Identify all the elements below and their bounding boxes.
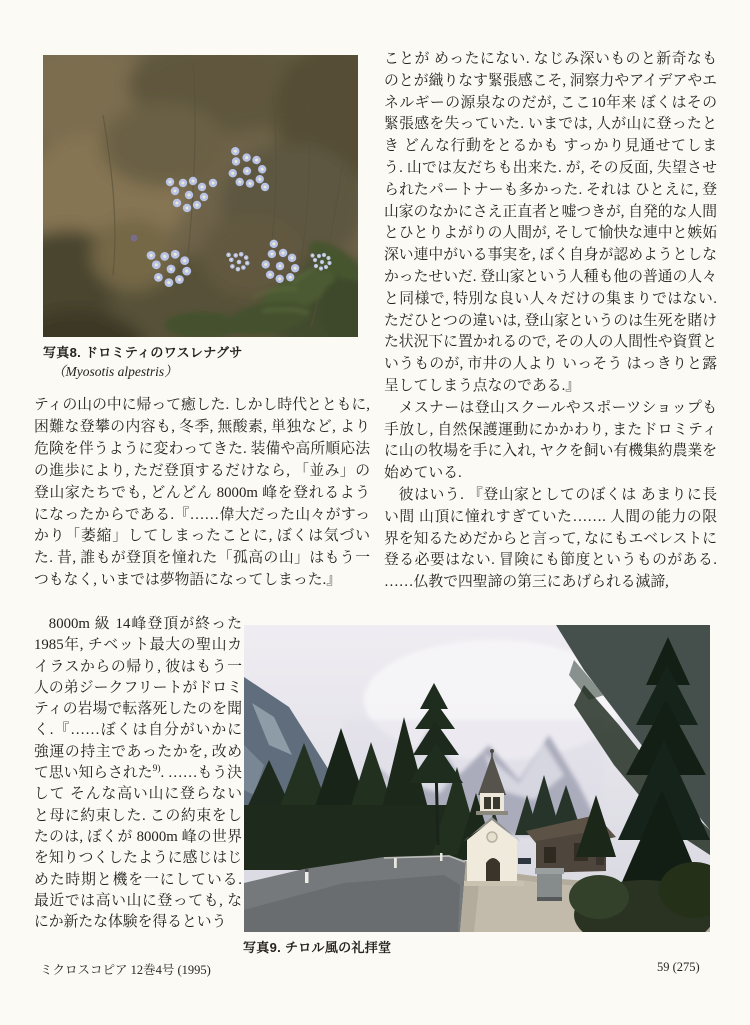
journal-footer: ミクロスコピア 12巻4号 (1995): [40, 963, 211, 977]
paragraph-text: 8000m 級 14峰登頂が終った1985年, チベット最大の聖山カイラスからの帰り, 彼はもう一人の弟ジークフリートがドロミティの岩場で転落死したのを聞く.『……ぼくは自分がいかに強運の持主であったかを, 改めて思い知らされた: [34, 616, 242, 782]
left-text-column-narrow: [34, 614, 242, 933]
paragraph: ことが めったにない. なじみ深いものと新奇なものとが織りなす緊張感こそ, 洞察力やアイデアやエネルギーの源泉なのだが, ここ10年来 ぼくはその緊張感を失っていた. いまでは, 人が山に登ったとき どんな行動をとるかも すっかり見通せてしまう. 山では友だちも出来た. が, その反面, 失望させられたパートナーも多かった. それは ひとえに, 登山家のなかにさえ正直者と嘘つきが, 自発的な人間とひとりよがりの人間が, そして愉快な連中と嫉妬深い連中がいる事実を, ぼく自身が認めようとしなかったせいだ. 登山家という人種も他の普通の人々と同様で, 特別な良い人々だけの集まりではない. ただひとつの違いは, 登山家というのは生死を賭けた状況下に置かれるので, その人の人間性や資質というものが, 市井の人より いっそう はっきりと露呈してしまう点なのである.』: [384, 51, 717, 394]
left-text-column-wide: [34, 395, 370, 592]
photo-8-forget-me-nots: [43, 55, 358, 337]
photo-8-caption: 写真8. ドロミティのワスレナグサ: [43, 345, 243, 360]
paragraph: 彼はいう. 『登山家としてのぼくは あまりに長い間 山頂に憧れすぎていた……. 人間の能力の限界を知るためだからと言って, なにもエベレストに登る必要はない. 冒険にも節度というものがある. ……仏教で四聖諦の第三にあげられる滅諦,: [384, 486, 717, 591]
parked-car: [518, 858, 531, 864]
right-text-column: [384, 49, 717, 594]
page-number: 59 (275): [657, 960, 700, 974]
paragraph: メスナーは登山スクールやスポーツショップも手放し, 自然保護運動にかかわり, またドロミティに山の牧場を手に入れ, ヤクを飼い有機集約農業を始めている.: [384, 399, 717, 482]
paragraph: ティの山の中に帰って癒した. しかし時代とともに, 困難な登攀の内容も, 冬季, 無酸素, 単独など, より危険を伴うように変わってきた. 装備や高所順応法の進歩により, ただ登頂するだけなら, 「並み」の登山家たちでも, どんどん 8000m 峰を登れるようになったからである.『……偉大だった山々がすっかり「萎縮」してしまったことに, ぼくは気づいた. 昔, 誰もが登頂を憧れた「孤高の山」はもう一つもなく, いまでは夢物語になってしまった.』: [34, 397, 370, 589]
paragraph-text: . ……もう決して そんな高い山に登らないと母に約束した. この約束をしたのは, ぼくが 8000m 峰の世界を知りつくしたように感じはじめた時期と機を一にしている. 最近では高い山に登っても, なにか新たな体験を得るという: [34, 765, 242, 931]
photo-9-tyrolean-chapel: [244, 625, 710, 932]
photo-9-caption: 写真9. チロル風の礼拝堂: [243, 940, 392, 955]
dumpster: [535, 868, 564, 901]
footnote-reference: 9): [152, 764, 161, 775]
photo-8-caption-latin: （Myosotis alpestris）: [52, 364, 178, 379]
paragraph: [34, 614, 242, 933]
